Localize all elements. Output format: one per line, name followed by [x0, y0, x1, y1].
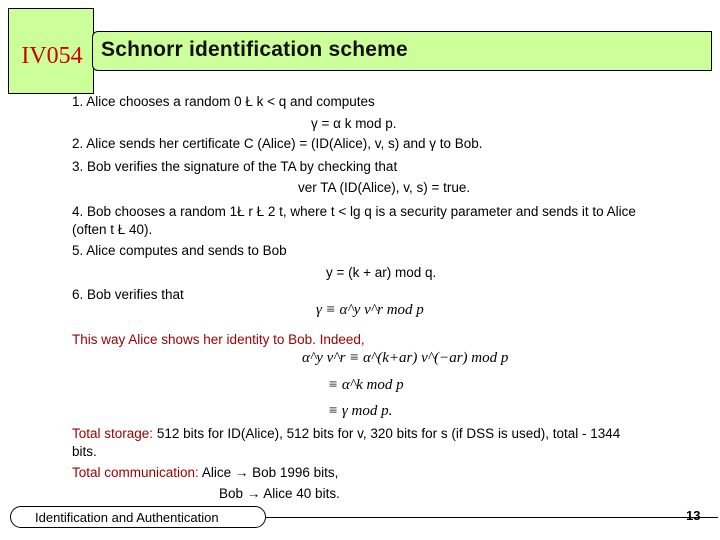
step-3-equation: ver TA (ID(Alice), v, s) = true. — [298, 180, 471, 195]
footer-label: Identification and Authentication — [35, 510, 219, 525]
step-1: 1. Alice chooses a random 0 Ł k < q and computes — [72, 94, 375, 109]
slide-title: Schnorr identification scheme — [101, 38, 408, 61]
proof-equation-1: α^y v^r ≡ α^(k+ar) v^(−ar) mod p — [302, 350, 509, 366]
step-3: 3. Bob verifies the signature of the TA by checking that — [72, 159, 398, 174]
page-number: 13 — [686, 508, 701, 523]
storage-line — [72, 426, 620, 442]
proof-equation-2: ≡ α^k mod p — [328, 377, 404, 393]
footer-divider — [266, 517, 718, 518]
step-6: 6. Bob verifies that — [72, 287, 184, 302]
step-1-equation: γ = α k mod p. — [311, 116, 397, 131]
storage-label: Total storage: — [72, 426, 154, 441]
communication-label: Total communication: — [72, 465, 199, 480]
course-code: IV054 — [21, 43, 83, 69]
communication-text-2: Bob → Alice 40 bits. — [219, 486, 340, 501]
step-2: 2. Alice sends her certificate C (Alice) = (ID(Alice), v, s) and γ to Bob. — [72, 136, 483, 151]
title-bar — [92, 31, 712, 71]
slide-badge — [8, 8, 94, 94]
step-6-equation: γ ≡ α^y v^r mod p — [316, 302, 424, 318]
footer-label-box — [10, 506, 266, 528]
step-4: 4. Bob chooses a random 1Ł r Ł 2 t, where t < lg q is a security parameter and sends it to Alice — [72, 204, 636, 219]
proof-equation-3: ≡ γ mod p. — [328, 403, 393, 419]
storage-cont: bits. — [72, 444, 97, 459]
step-5: 5. Alice computes and sends to Bob — [72, 243, 287, 258]
communication-line — [72, 465, 338, 481]
step-5-equation: y = (k + ar) mod q. — [326, 265, 437, 280]
proof-intro: This way Alice shows her identity to Bob. Indeed, — [72, 332, 365, 347]
step-4-cont: (often t Ł 40). — [72, 222, 153, 237]
communication-text-1: Alice → Bob 1996 bits, — [201, 465, 339, 480]
storage-text: 512 bits for ID(Alice), 512 bits for v, 320 bits for s (if DSS is used), total - 1344 — [156, 426, 621, 441]
